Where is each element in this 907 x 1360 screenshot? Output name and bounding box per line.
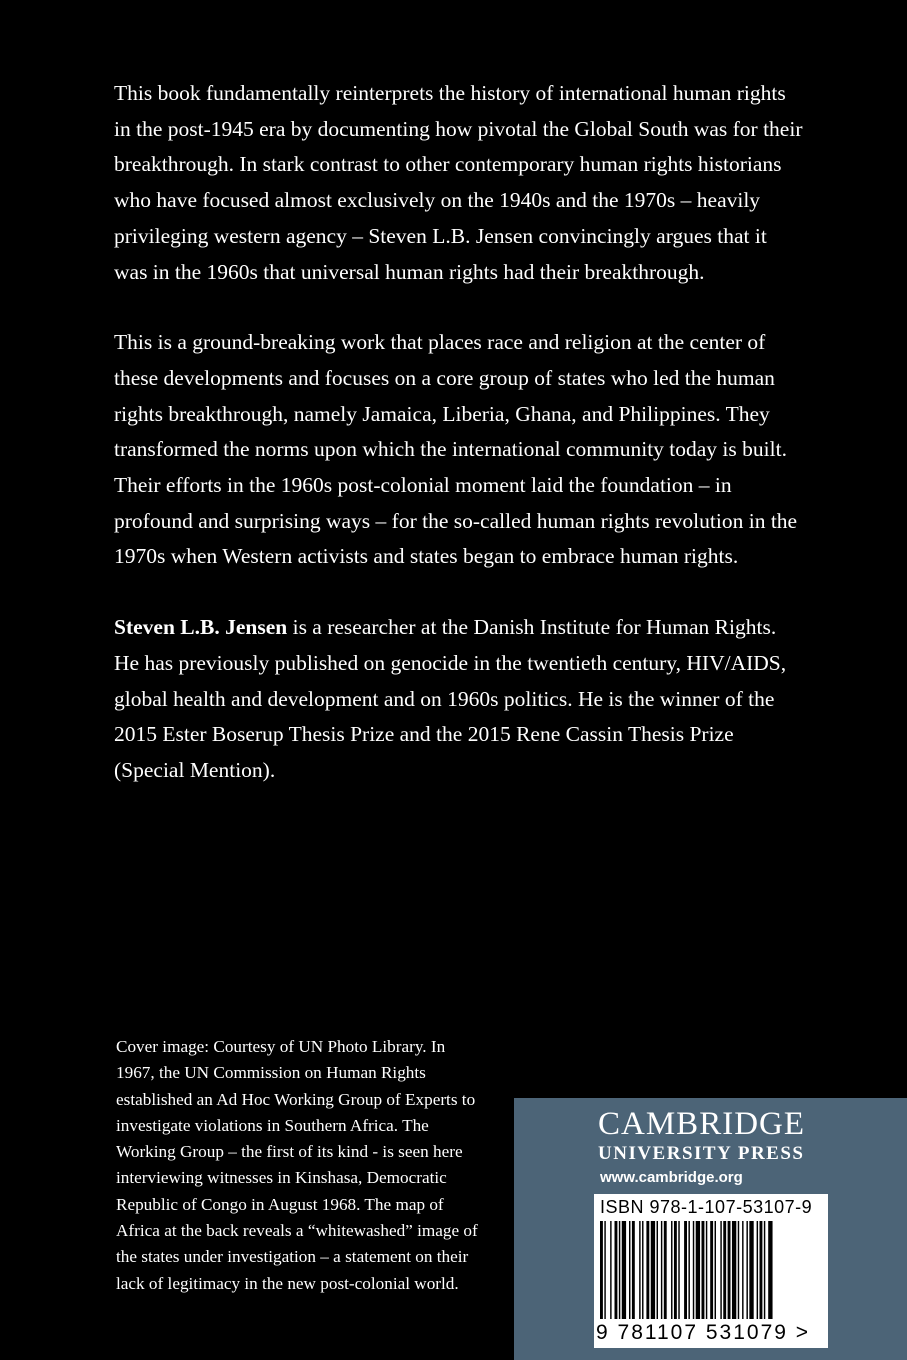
barcode-bar [622,1221,626,1319]
cover-image-caption: Cover image: Courtesy of UN Photo Library. In 1967, the UN Commission on Human Rights established an Ad Hoc Working Group of Experts to investigate violations in Southern Africa. The Working Group – the first of its kind - is seen here interviewing witnesses in Kinshasa, Democratic Republic of Congo in August 1968. The map of Africa at the back reveals a “whitewashed” image of the states under investigation – a statement on their lack of legitimacy in the new post-colonial world. [116,1037,478,1293]
barcode-bar [661,1221,662,1319]
barcode-bar [720,1221,721,1319]
barcode-bar [610,1221,611,1319]
barcode-icon [600,1221,822,1319]
barcode-bar [746,1221,747,1319]
publisher-website: www.cambridge.org [600,1169,743,1186]
blurb-paragraph-1: This book fundamentally reinterprets the history of international human rights in the post-1945 era by documenting how pivotal the Global South was for their breakthrough. In stark contrast to other contemporary human rights historians who have focused almost exclusively on the 1940s and the 1970s – heavily privileging western agency – Steven L.B. Jensen convincingly argues that it was in the 1960s that universal human rights had their breakthrough. [114,81,803,284]
barcode-bar [757,1221,758,1319]
barcode-bar [639,1221,640,1319]
barcode-bar [764,1221,765,1319]
barcode-bar [749,1221,753,1319]
author-bio [114,610,804,789]
barcode-bar [646,1221,649,1319]
barcode-digits: 9 781107 531079 > [596,1321,811,1344]
barcode-panel [594,1194,828,1348]
barcode-bar [600,1221,603,1319]
barcode-bar [642,1221,643,1319]
publisher-press: UNIVERSITY PRESS [598,1143,805,1164]
barcode-bar [732,1221,736,1319]
barcode-bar [702,1221,705,1319]
barcode-bar [651,1221,655,1319]
barcode-bar [678,1221,679,1319]
barcode-bar [710,1221,713,1319]
barcode-bar [738,1221,739,1319]
barcode-bar [604,1221,605,1319]
barcode-bar [715,1221,716,1319]
barcode-bar [760,1221,763,1319]
barcode-bar [619,1221,620,1319]
barcode-bar [629,1221,630,1319]
isbn-text: ISBN 978-1-107-53107-9 [600,1197,813,1217]
barcode-bar [664,1221,667,1319]
barcode-bar [615,1221,618,1319]
barcode-bar [768,1221,772,1319]
barcode-bar [671,1221,672,1319]
author-name: Steven L.B. Jensen [114,615,288,640]
back-cover-blurb [114,76,804,824]
barcode-bar [696,1221,700,1319]
barcode-bar [728,1221,731,1319]
barcode-bar [723,1221,726,1319]
publisher-panel [514,1098,907,1360]
barcode-bar [693,1221,694,1319]
author-bio-text: is a researcher at the Danish Institute for Human Rights. He has previously published on genocide in the twentieth century, HIV/AIDS, global health and development and on 1960s politics. He is the winner of the 2015 Ester Boserup Thesis Prize and the 2015 Rene Cassin Thesis Prize (Special Mention). [114,615,787,782]
blurb-paragraph-2: This is a ground-breaking work that places race and religion at the center of these developments and focuses on a core group of states who led the human rights breakthrough, namely Jamaica, Liberia, Ghana, and Philippines. They transformed the norms upon which the international community today is built. Their efforts in the 1960s post-colonial moment laid the foundation – in profound and surprising ways – for the so-called human rights revolution in the 1970s when Western activists and states began to embrace human rights. [114,330,798,569]
barcode-bar [742,1221,743,1319]
barcode-bar [632,1221,635,1319]
barcode-bar [684,1221,687,1319]
barcode-bar [674,1221,677,1319]
barcode-bar [706,1221,707,1319]
publisher-name: CAMBRIDGE [598,1106,806,1142]
barcode-bar [688,1221,689,1319]
barcode-bar [657,1221,658,1319]
